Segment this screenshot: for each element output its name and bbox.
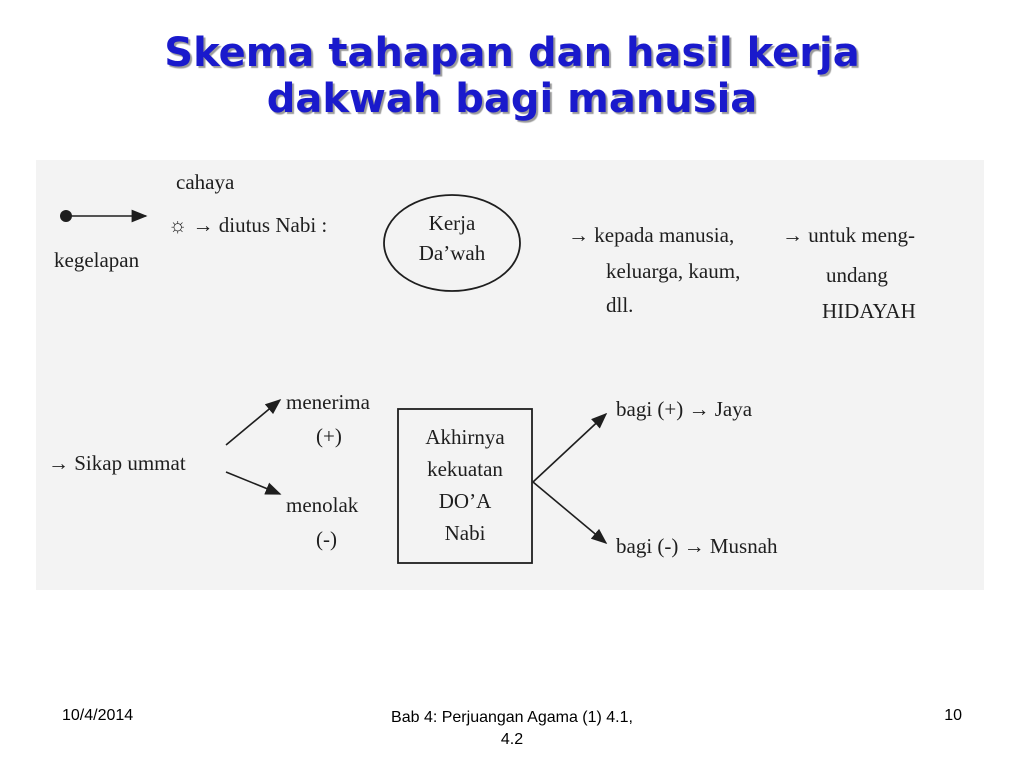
menolak-label: menolak	[286, 493, 359, 517]
target-line-1: → kepada manusia,	[568, 223, 735, 247]
diutus-nabi-label: ☼ → diutus Nabi :	[168, 213, 328, 237]
footer-chapter-line-2: 4.2	[500, 731, 524, 748]
menolak-sign: (-)	[316, 527, 337, 551]
positive-outcome-label: bagi (+) → Jaya	[616, 397, 753, 421]
menerima-label: menerima	[286, 390, 370, 414]
ellipse-line-2: Da’wah	[418, 241, 486, 265]
negative-outcome-label: bagi (-) → Musnah	[616, 534, 778, 558]
cahaya-label: cahaya	[176, 170, 235, 194]
box-line-1: Akhirnya	[425, 425, 505, 449]
footer-date: 10/4/2014	[62, 707, 134, 724]
menerima-sign: (+)	[316, 424, 342, 448]
box-line-4: Nabi	[444, 521, 486, 545]
accept-branch-arrow	[226, 400, 280, 445]
target-line-3: dll.	[606, 293, 634, 317]
box-line-2: kekuatan	[427, 457, 503, 481]
footer-chapter-line-1: Bab 4: Perjuangan Agama (1) 4.1,	[391, 709, 633, 726]
diagram-canvas	[36, 160, 984, 590]
reject-branch-arrow	[226, 472, 280, 494]
footer-page-number: 10	[944, 707, 962, 724]
negative-outcome-arrow	[533, 482, 606, 543]
sikap-ummat-label: → Sikap ummat	[48, 451, 186, 475]
result-line-2: undang	[826, 263, 888, 287]
slide-title-line-2: dakwah bagi manusia	[266, 76, 758, 122]
ellipse-line-1: Kerja	[428, 211, 476, 235]
box-line-3: DO’A	[438, 489, 492, 513]
result-line-1: → untuk meng-	[782, 223, 915, 247]
positive-outcome-arrow	[533, 414, 606, 482]
slide-title	[0, 30, 1024, 122]
darkness-dot	[60, 210, 72, 222]
kegelapan-label: kegelapan	[54, 248, 140, 272]
scanned-diagram	[36, 160, 984, 590]
footer-chapter	[352, 707, 672, 751]
target-line-2: keluarga, kaum,	[606, 259, 741, 283]
slide-title-line-1: Skema tahapan dan hasil kerja	[164, 30, 860, 76]
result-line-3: HIDAYAH	[822, 299, 916, 323]
